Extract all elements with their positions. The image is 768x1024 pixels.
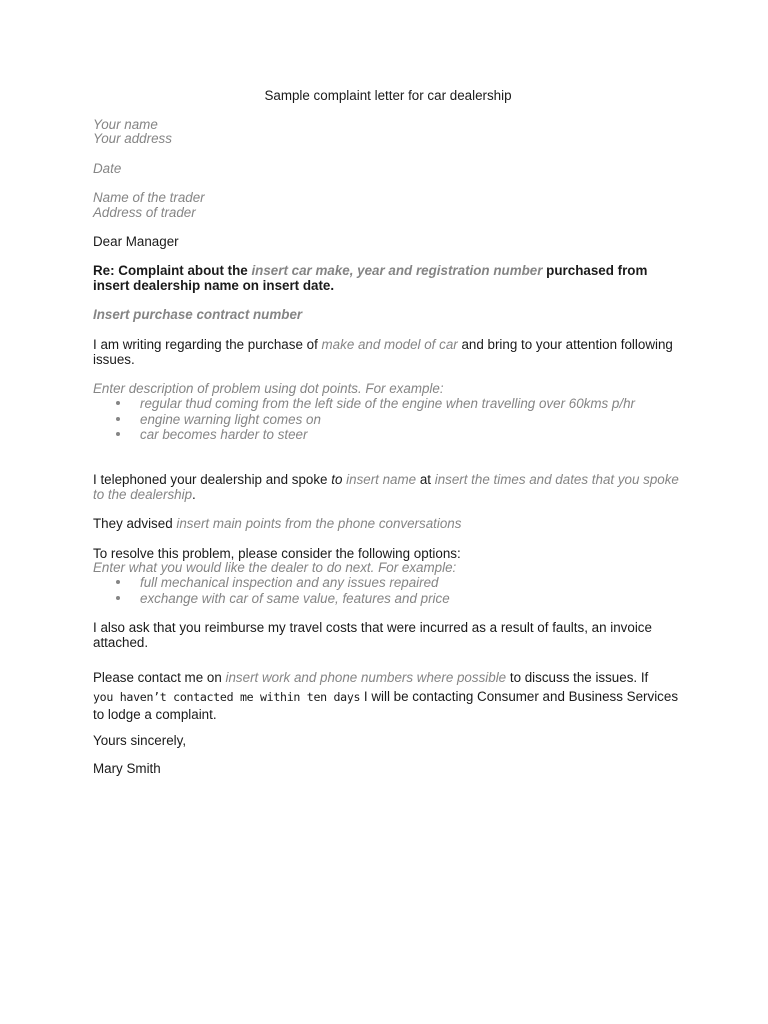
contract-number: Insert purchase contract number: [93, 307, 303, 322]
resolve-heading: To resolve this problem, please consider the following options:: [93, 546, 461, 561]
bullet-icon: [116, 417, 120, 421]
contact-prefix: Please contact me on: [93, 670, 226, 685]
subject-line: [93, 263, 683, 293]
bullet-icon: [116, 596, 120, 600]
letter-date: Date: [93, 161, 122, 176]
list-item: exchange with car of same value, features and price: [93, 591, 683, 607]
phone-paragraph: I telephoned your dealership and spoke to insert name at insert the times and dates that you spoke to the dealership.: [93, 472, 679, 502]
resolve-intro: Enter what you would like the dealer to do next. For example:: [93, 560, 457, 575]
problem-list: [93, 396, 683, 443]
resolve-list: [93, 575, 683, 606]
contact-suffix: I will be contacting Consumer and Business Services to lodge a complaint.: [93, 688, 679, 722]
phone-times-placeholder: insert the times and dates that you spoke to the dealership: [93, 472, 679, 502]
subject-suffix: purchased from insert dealership name on insert date.: [93, 263, 648, 293]
advised-prefix: They advised: [93, 516, 177, 531]
list-item: full mechanical inspection and any issues repaired: [93, 575, 683, 591]
sender-address: Your address: [93, 131, 172, 146]
intro-suffix: and bring to your attention following issues.: [93, 337, 673, 367]
intro-placeholder: make and model of car: [321, 337, 458, 352]
bullet-icon: [116, 580, 120, 584]
contact-placeholder: insert work and phone numbers where possible: [225, 670, 507, 685]
page-title: Sample complaint letter for car dealership: [264, 88, 512, 103]
advised-placeholder: insert main points from the phone conversations: [176, 516, 462, 531]
salutation: Dear Manager: [93, 234, 179, 249]
sender-name: Your name: [93, 117, 158, 132]
bullet-icon: [116, 432, 120, 436]
intro-paragraph: [93, 337, 683, 367]
list-item: car becomes harder to steer: [93, 427, 683, 443]
subject-prefix: Re: Complaint about the: [93, 263, 252, 278]
phone-at: at: [416, 472, 435, 487]
contact-paragraph: [93, 669, 683, 725]
phone-name-placeholder: insert name: [346, 472, 417, 487]
recipient-name: Name of the trader: [93, 190, 205, 205]
closing: Yours sincerely,: [93, 733, 187, 748]
intro-prefix: I am writing regarding the purchase of: [93, 337, 322, 352]
advised-paragraph: [93, 516, 683, 531]
list-item: engine warning light comes on: [93, 412, 683, 428]
bullet-icon: [116, 401, 120, 405]
phone-to: to: [331, 472, 343, 487]
signature: Mary Smith: [93, 761, 161, 776]
contact-mid: to discuss the issues. If: [506, 670, 649, 685]
recipient-address: Address of trader: [93, 205, 196, 220]
reimburse-paragraph: I also ask that you reimburse my travel costs that were incurred as a result of faults, an invoice attached.: [93, 620, 652, 650]
phone-prefix: I telephoned your dealership and spoke: [93, 472, 332, 487]
problem-intro: Enter description of problem using dot points. For example:: [93, 381, 444, 396]
contact-deadline: you haven’t contacted me within ten days: [93, 689, 361, 704]
subject-car-placeholder: insert car make, year and registration number: [251, 263, 543, 278]
list-item: regular thud coming from the left side of the engine when travelling over 60kms p/hr: [93, 396, 683, 412]
